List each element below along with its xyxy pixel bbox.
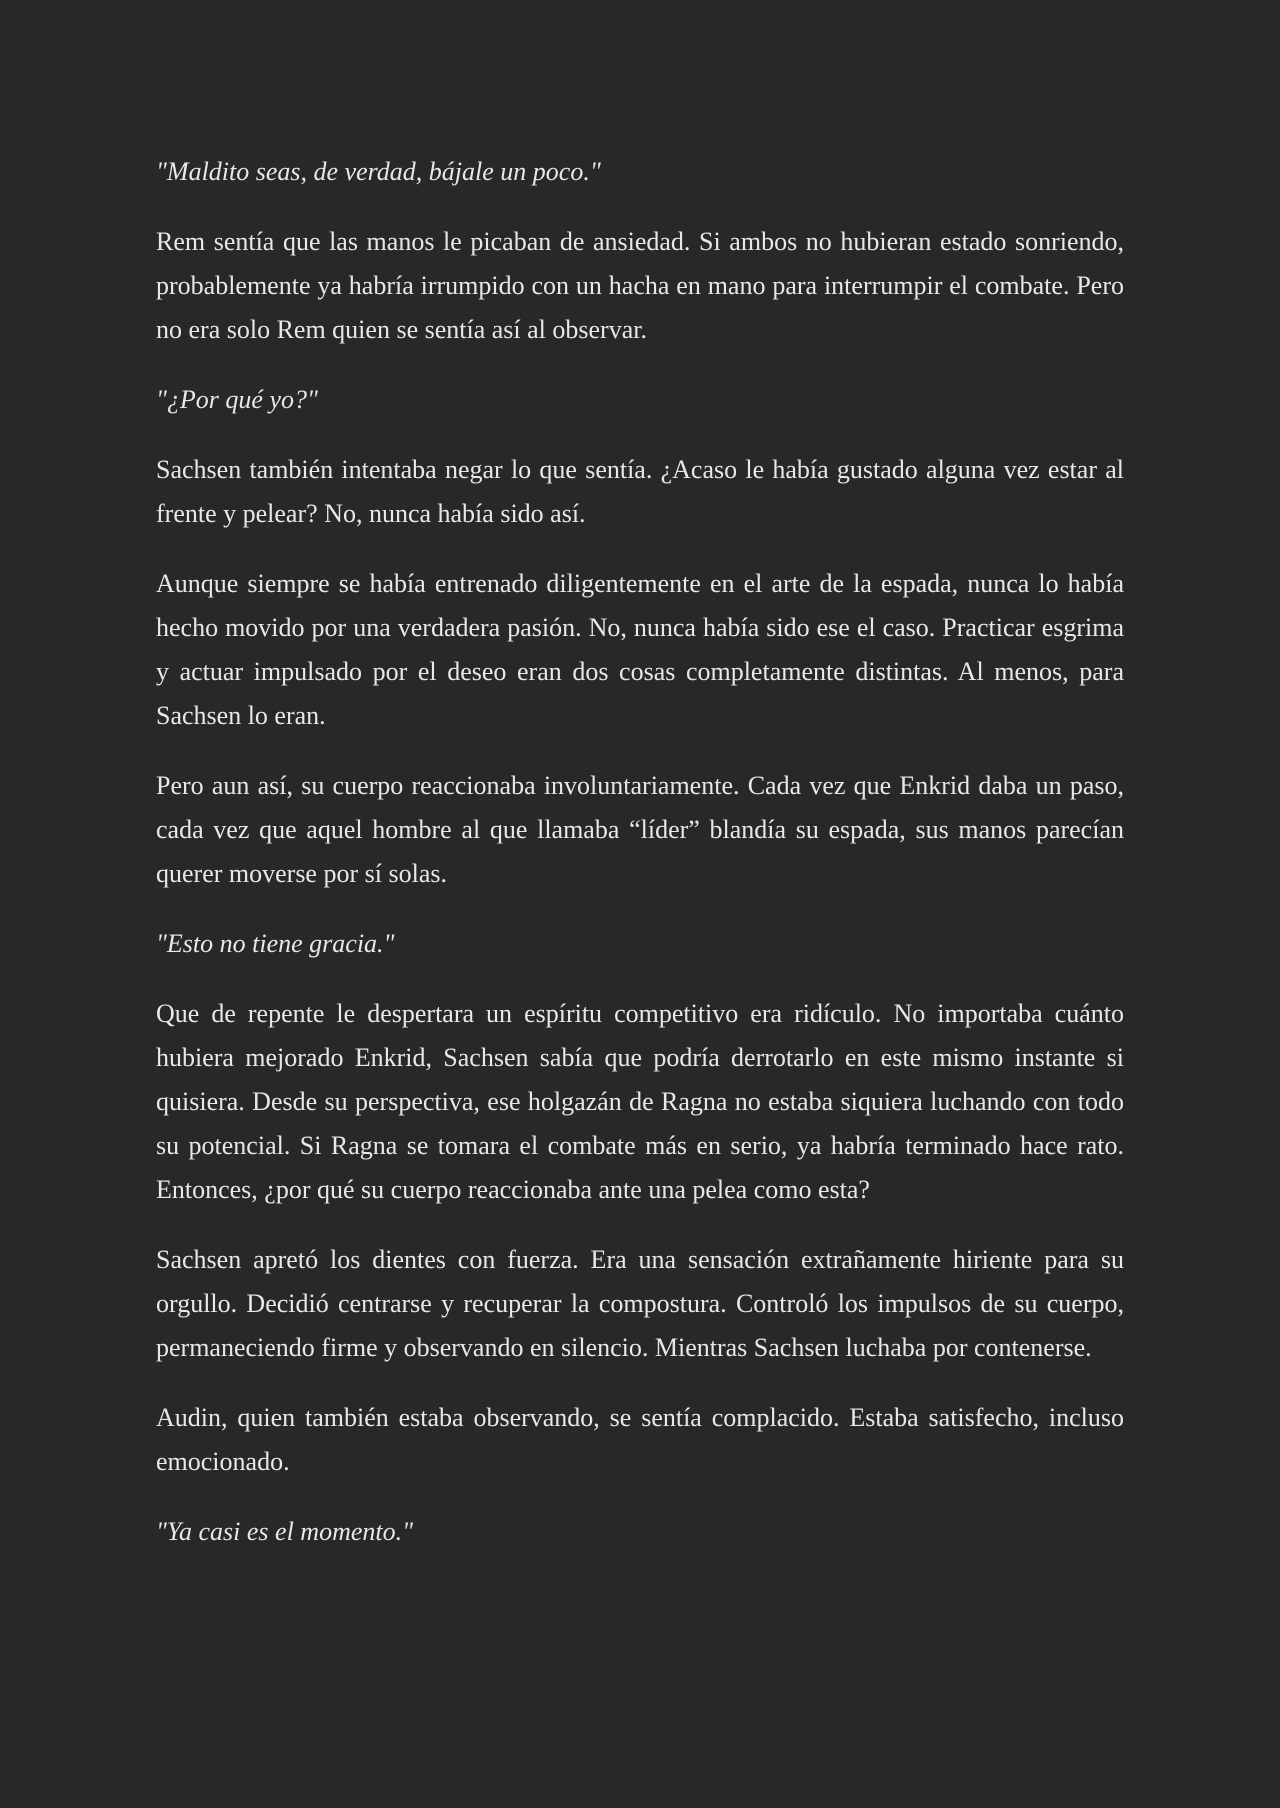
paragraph-thought-1: "Maldito seas, de verdad, bájale un poco." [156,157,601,186]
paragraph-thought-4: "Ya casi es el momento." [156,1517,414,1546]
paragraph-narration-3: Aunque siempre se había entrenado diligentemente en el arte de la espada, nunca lo había hecho movido por una verdadera pasión. No, nunca había sido ese el caso. Practicar esgrima y actuar impulsado por el deseo eran dos cosas completamente distintas. Al menos, para Sachsen lo eran. [156,569,1124,730]
paragraph-narration-4: Pero aun así, su cuerpo reaccionaba involuntariamente. Cada vez que Enkrid daba un paso, cada vez que aquel hombre al que llamaba “líder” blandía su espada, sus manos parecían querer moverse por sí solas. [156,771,1124,888]
paragraph-narration-6: Sachsen apretó los dientes con fuerza. Era una sensación extrañamente hiriente para su orgullo. Decidió centrarse y recuperar la compostura. Controló los impulsos de su cuerpo, permaneciendo firme y observando en silencio. Mientras Sachsen luchaba por contenerse. [156,1245,1124,1362]
paragraph-narration-7: Audin, quien también estaba observando, se sentía complacido. Estaba satisfecho, incluso emocionado. [156,1403,1124,1476]
chapter-text [156,150,1124,1554]
paragraph-narration-2: Sachsen también intentaba negar lo que sentía. ¿Acaso le había gustado alguna vez estar al frente y pelear? No, nunca había sido así. [156,455,1124,528]
paragraph-thought-3: "Esto no tiene gracia." [156,929,395,958]
paragraph-thought-2: "¿Por qué yo?" [156,385,318,414]
paragraph-narration-1: Rem sentía que las manos le picaban de ansiedad. Si ambos no hubieran estado sonriendo, probablemente ya habría irrumpido con un hacha en mano para interrumpir el combate. Pero no era solo Rem quien se sentía así al observar. [156,227,1124,344]
paragraph-narration-5: Que de repente le despertara un espíritu competitivo era ridículo. No importaba cuánto hubiera mejorado Enkrid, Sachsen sabía que podría derrotarlo en este mismo instante si quisiera. Desde su perspectiva, ese holgazán de Ragna no estaba siquiera luchando con todo su potencial. Si Ragna se tomara el combate más en serio, ya habría terminado hace rato. Entonces, ¿por qué su cuerpo reaccionaba ante una pelea como esta? [156,999,1124,1204]
